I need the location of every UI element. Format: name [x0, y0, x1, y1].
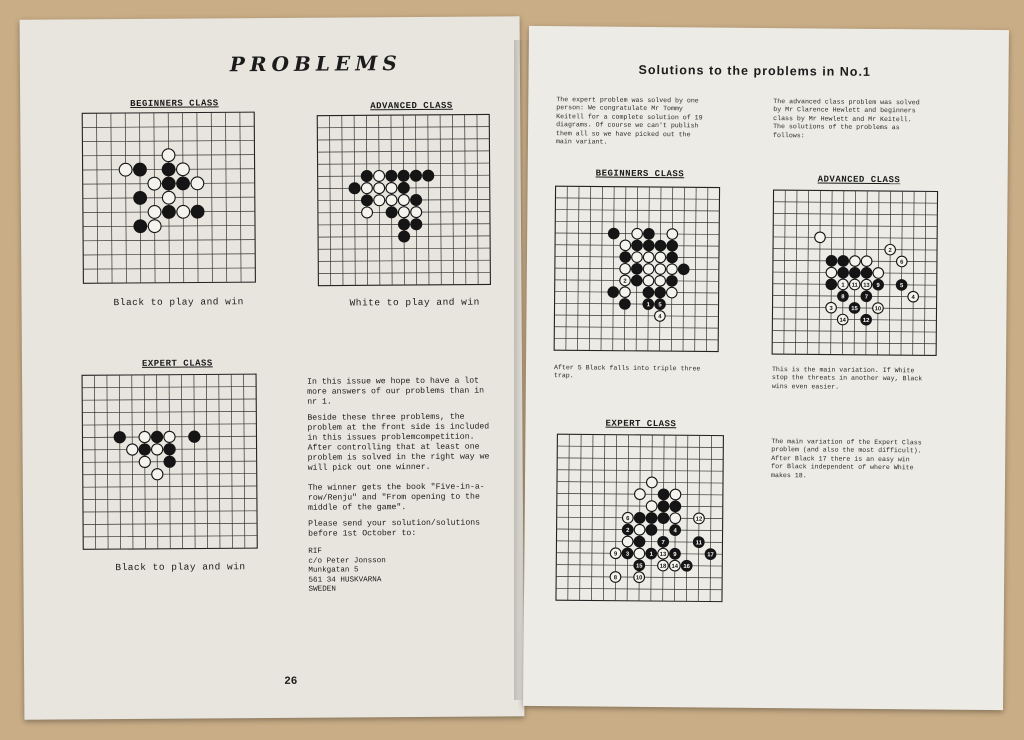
intro-paragraph: In this issue we hope to have a lot more answers of our problems than in nr 1. [307, 376, 485, 407]
white-stone [362, 207, 373, 218]
move-number-label: 2 [623, 278, 627, 285]
black-stone [655, 240, 666, 251]
black-stone [658, 489, 669, 500]
right-page [523, 26, 1009, 710]
white-stone [643, 252, 654, 263]
black-stone [189, 431, 200, 442]
move-number-label: 13 [863, 282, 870, 289]
white-stone [850, 256, 861, 267]
white-stone [148, 220, 161, 233]
move-number-label: 3 [829, 305, 833, 312]
black-stone [838, 267, 849, 278]
expert-problem-board [82, 374, 257, 549]
black-stone [861, 268, 872, 279]
white-stone [386, 195, 397, 206]
white-stone [670, 513, 681, 524]
move-number-label: 6 [626, 516, 630, 523]
send-solutions-paragraph: Please send your solution/solutions before 1st October to: [308, 518, 481, 539]
board-svg [317, 114, 490, 285]
black-stone [667, 240, 678, 251]
white-stone [148, 177, 161, 190]
black-stone [631, 275, 642, 286]
board-svg [82, 112, 255, 283]
advanced-class-heading: ADVANCED CLASS [370, 100, 453, 112]
white-stone [643, 264, 654, 275]
board-svg [556, 434, 723, 601]
black-stone [386, 170, 397, 181]
move-number-label: 10 [635, 575, 643, 582]
black-stone [398, 170, 409, 181]
white-stone [620, 287, 631, 298]
move-number-label: 9 [613, 551, 618, 558]
black-stone [423, 170, 434, 181]
beginners-problem-board [82, 112, 255, 283]
black-stone [411, 194, 422, 205]
move-number-label: 15 [851, 306, 858, 313]
white-stone [655, 275, 666, 286]
move-number-label: 8 [841, 294, 845, 301]
black-stone [361, 171, 372, 182]
advanced-problem-board [317, 114, 490, 285]
black-stone [632, 264, 643, 275]
black-stone [162, 177, 175, 190]
black-stone [826, 279, 837, 290]
black-stone [646, 513, 657, 524]
black-stone [644, 229, 655, 240]
move-number-label: 14 [671, 563, 679, 570]
board-svg [554, 186, 719, 351]
move-number-label: 1 [646, 302, 650, 309]
black-stone [191, 205, 204, 218]
solutions-intro-right: The advanced class problem was solved by Mr Clarence Hewlett and beginners class by Mr Hewlett and Mr Keitell. The solutions of the problems as follows: [773, 98, 920, 139]
white-stone [139, 456, 150, 467]
black-stone [632, 240, 643, 251]
expert-class-heading: EXPERT CLASS [141, 358, 213, 369]
white-stone [622, 536, 633, 547]
white-stone [127, 444, 138, 455]
white-stone [177, 205, 190, 218]
black-stone [134, 220, 147, 233]
white-stone [398, 207, 409, 218]
black-stone [620, 252, 631, 263]
white-stone [162, 191, 175, 204]
white-stone [164, 431, 175, 442]
black-stone [151, 431, 162, 442]
white-stone [361, 183, 372, 194]
white-stone [177, 163, 190, 176]
move-number-label: 4 [911, 294, 915, 301]
move-number-label: 9 [673, 552, 677, 559]
white-stone [386, 183, 397, 194]
expert-solution-caption: The main variation of the Expert Class problem (and also the most difficult). After Black 17 there is an easy win for Black independent of where White makes 18. [771, 438, 922, 479]
black-stone [164, 456, 175, 467]
black-stone [634, 536, 645, 547]
white-stone [620, 263, 631, 274]
white-stone [667, 229, 678, 240]
white-stone [398, 195, 409, 206]
white-stone [152, 444, 163, 455]
black-stone [634, 513, 645, 524]
white-stone [666, 287, 677, 298]
move-number-label: 9 [876, 282, 880, 289]
black-stone [361, 195, 372, 206]
black-stone [134, 163, 147, 176]
move-number-label: 8 [613, 575, 618, 582]
white-stone [655, 264, 666, 275]
white-stone [634, 524, 645, 535]
expert-solution-board [556, 434, 723, 601]
black-stone [177, 177, 190, 190]
page-title: PROBLEMS [229, 51, 402, 77]
black-stone [411, 219, 422, 230]
move-number-label: 7 [661, 540, 665, 547]
black-stone [678, 264, 689, 275]
advanced-solution-caption: This is the main variation. If White stop the threats in another way, Black wins even easier. [771, 366, 923, 391]
white-stone [861, 256, 872, 267]
white-stone [162, 149, 175, 162]
move-number-label: 11 [695, 540, 702, 547]
move-number-label: 6 [900, 259, 904, 266]
white-stone [667, 264, 678, 275]
move-number-label: 17 [707, 552, 714, 559]
advanced-caption: White to play and win [349, 296, 480, 309]
black-stone [667, 276, 678, 287]
white-stone [670, 489, 681, 500]
black-stone [658, 501, 669, 512]
board-svg [772, 190, 937, 355]
black-stone [646, 524, 657, 535]
white-stone [148, 206, 161, 219]
board-svg [82, 374, 257, 549]
beginners-caption: Black to play and win [113, 296, 244, 309]
black-stone [139, 444, 150, 455]
page-number: 26 [284, 675, 298, 688]
move-number-label: 1 [841, 282, 845, 289]
white-stone [655, 252, 666, 263]
black-stone [162, 205, 175, 218]
solutions-intro-left: The expert problem was solved by one person: We congratulate Mr Tommy Keitell for a complete solution of 19 diagrams. Of course we can't publish them all so we have picked out the main variant. [555, 96, 703, 146]
black-stone [349, 183, 360, 194]
mailing-address: RIF c/o Peter Jonsson Munkgatan 5 561 34 HUSKVARNA SWEDEN [308, 547, 386, 594]
move-number-label: 3 [625, 551, 630, 558]
black-stone [164, 444, 175, 455]
expert-caption: Black to play and win [115, 561, 246, 574]
move-number-label: 1 [649, 551, 653, 558]
move-number-label: 16 [683, 563, 690, 571]
advanced-solution-board [772, 190, 937, 355]
move-number-label: 13 [659, 551, 667, 558]
move-number-label: 2 [626, 527, 630, 534]
move-number-label: 2 [888, 247, 892, 254]
competition-paragraph: Beside these three problems, the problem at the front side is included in this issues problemcompetition. After controlling that at least one problem is solved in the right way we will pick out one winner. [307, 412, 490, 473]
move-number-label: 11 [851, 282, 858, 289]
white-stone [646, 501, 657, 512]
move-number-label: 18 [659, 563, 667, 570]
black-stone [643, 240, 654, 251]
white-stone [411, 207, 422, 218]
black-stone [399, 231, 410, 242]
white-stone [119, 163, 132, 176]
white-stone [643, 275, 654, 286]
white-stone [632, 228, 643, 239]
black-stone [608, 287, 619, 298]
white-stone [139, 431, 150, 442]
white-stone [374, 183, 385, 194]
black-stone [608, 228, 619, 239]
black-stone [838, 256, 849, 267]
black-stone [162, 163, 175, 176]
black-stone [398, 182, 409, 193]
white-stone [815, 232, 826, 243]
black-stone [398, 219, 409, 230]
move-number-label: 4 [658, 314, 662, 321]
black-stone [620, 299, 631, 310]
black-stone [134, 191, 147, 204]
white-stone [632, 252, 643, 263]
black-stone [670, 501, 681, 512]
move-number-label: 12 [695, 516, 703, 523]
white-stone [620, 240, 631, 251]
white-stone [646, 477, 657, 488]
beginners-solution-board [554, 186, 719, 351]
solution-expert-heading: EXPERT CLASS [605, 418, 677, 430]
solutions-title: Solutions to the problems in No.1 [638, 62, 871, 79]
white-stone [635, 489, 646, 500]
white-stone [191, 177, 204, 190]
solution-beginners-heading: BEGINNERS CLASS [595, 168, 685, 180]
beginners-class-heading: BEGINNERS CLASS [130, 98, 219, 109]
white-stone [634, 548, 645, 559]
move-number-label: 15 [635, 563, 643, 570]
left-page [20, 16, 525, 719]
beginners-solution-caption: After 5 Black falls into triple three trap. [553, 364, 701, 380]
move-number-label: 5 [658, 302, 662, 309]
black-stone [114, 432, 125, 443]
black-stone [386, 207, 397, 218]
prize-paragraph: The winner gets the book "Five-in-a- row/Renju" and "From opening to the middle of the game". [307, 482, 485, 513]
black-stone [655, 287, 666, 298]
white-stone [152, 469, 163, 480]
black-stone [658, 513, 669, 524]
black-stone [643, 287, 654, 298]
move-number-label: 12 [862, 317, 870, 324]
white-stone [374, 170, 385, 181]
white-stone [374, 195, 385, 206]
black-stone [826, 256, 837, 267]
move-number-label: 7 [864, 294, 868, 301]
solution-advanced-heading: ADVANCED CLASS [817, 174, 901, 186]
black-stone [850, 267, 861, 278]
white-stone [826, 267, 837, 278]
move-number-label: 10 [874, 306, 882, 313]
move-number-label: 14 [839, 317, 846, 324]
black-stone [667, 252, 678, 263]
move-number-label: 4 [673, 528, 677, 535]
white-stone [873, 268, 884, 279]
move-number-label: 5 [899, 283, 904, 290]
black-stone [410, 170, 421, 181]
